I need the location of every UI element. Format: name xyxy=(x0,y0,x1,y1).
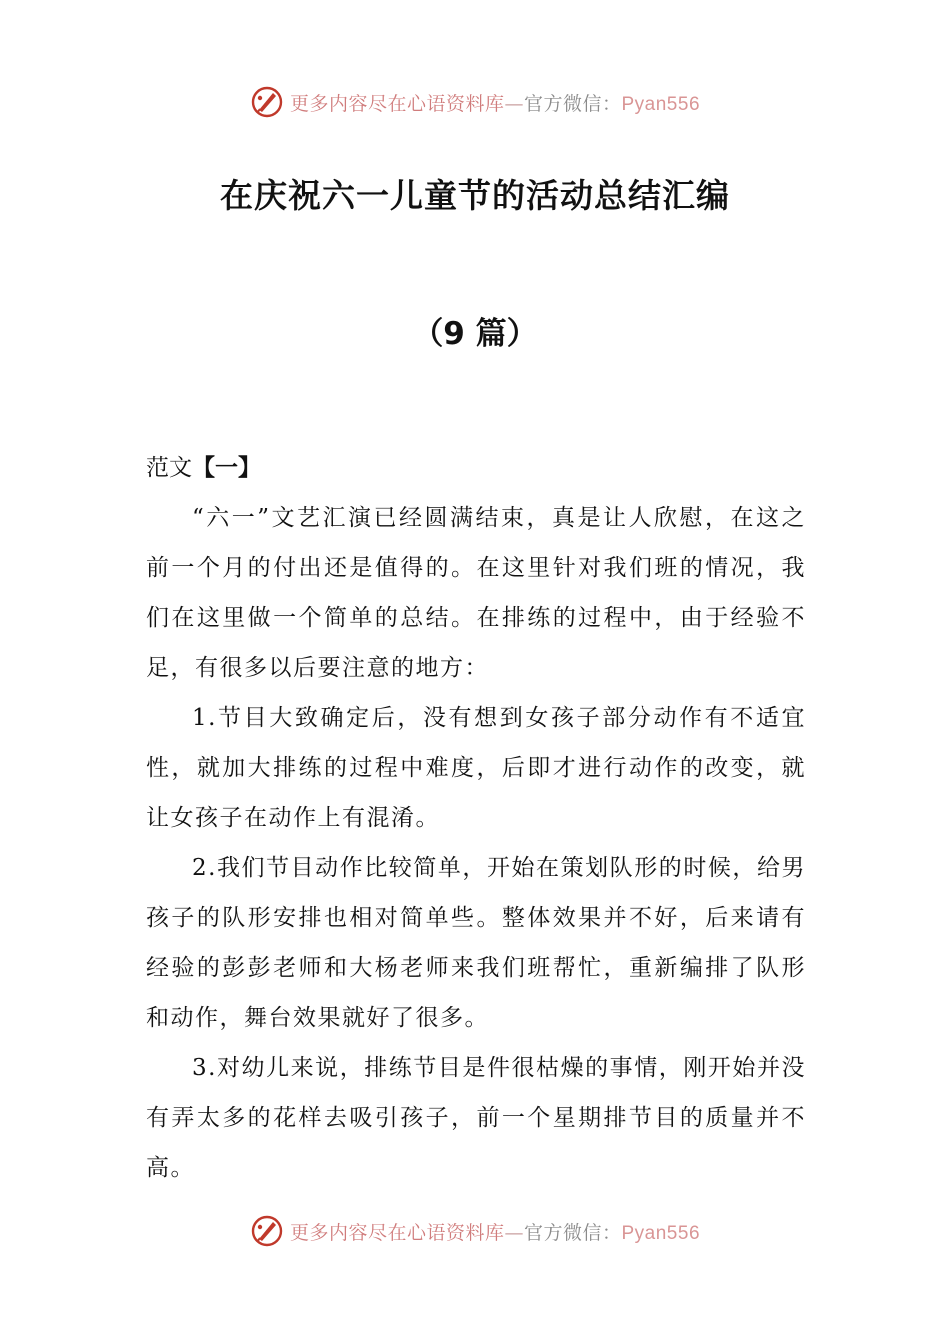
watermark-dash: — xyxy=(504,1221,524,1244)
paragraph-intro: “六一”文艺汇演已经圆满结束，真是让人欣慰，在这之前一个月的付出还是值得的。在这里针对我们班的情况，我们在这里做一个简单的总结。在排练的过程中，由于经验不足，有很多以后要注意的地方： xyxy=(146,505,806,681)
paragraph-point-2: 2.我们节目动作比较简单，开始在策划队形的时候，给男孩子的队形安排也相对简单些。整体效果并不好，后来请有经验的彭彭老师和大杨老师来我们班帮忙，重新编排了队形和动作，舞台效果就好了很多。 xyxy=(146,855,806,1031)
watermark-wechat-label: 官方微信： xyxy=(523,1221,622,1244)
paragraph-point-3: 3.对幼儿来说，排练节目是件很枯燥的事情，刚开始并没有弄太多的花样去吸引孩子，前一个星期排节目的质量并不高。 xyxy=(146,1055,806,1181)
quill-logo-icon xyxy=(250,85,284,119)
watermark-brand: 更多内容尽在心语资料库 xyxy=(289,1221,505,1244)
header-watermark xyxy=(0,82,950,122)
document-title: 在庆祝六一儿童节的活动总结汇编 xyxy=(220,176,730,215)
document-subtitle: （9 篇） xyxy=(412,316,538,352)
document-body xyxy=(146,443,806,1193)
section-prefix: 范文 xyxy=(146,455,192,481)
paragraph-point-1: 1.节目大致确定后，没有想到女孩子部分动作有不适宜性，就加大排练的过程中难度，后即才进行动作的改变，就让女孩子在动作上有混淆。 xyxy=(146,705,806,831)
watermark-text xyxy=(290,1218,700,1245)
watermark-text xyxy=(290,89,700,116)
watermark-wechat-id: Pyan556 xyxy=(621,93,701,115)
watermark-dash: — xyxy=(504,92,524,115)
footer-watermark xyxy=(0,1211,950,1251)
watermark-wechat-label: 官方微信： xyxy=(523,92,622,115)
watermark-wechat-id: Pyan556 xyxy=(621,1222,701,1244)
quill-logo-icon xyxy=(250,1214,284,1248)
section-mark: 【一】 xyxy=(192,455,261,481)
watermark-brand: 更多内容尽在心语资料库 xyxy=(289,92,505,115)
section-heading xyxy=(146,443,806,493)
